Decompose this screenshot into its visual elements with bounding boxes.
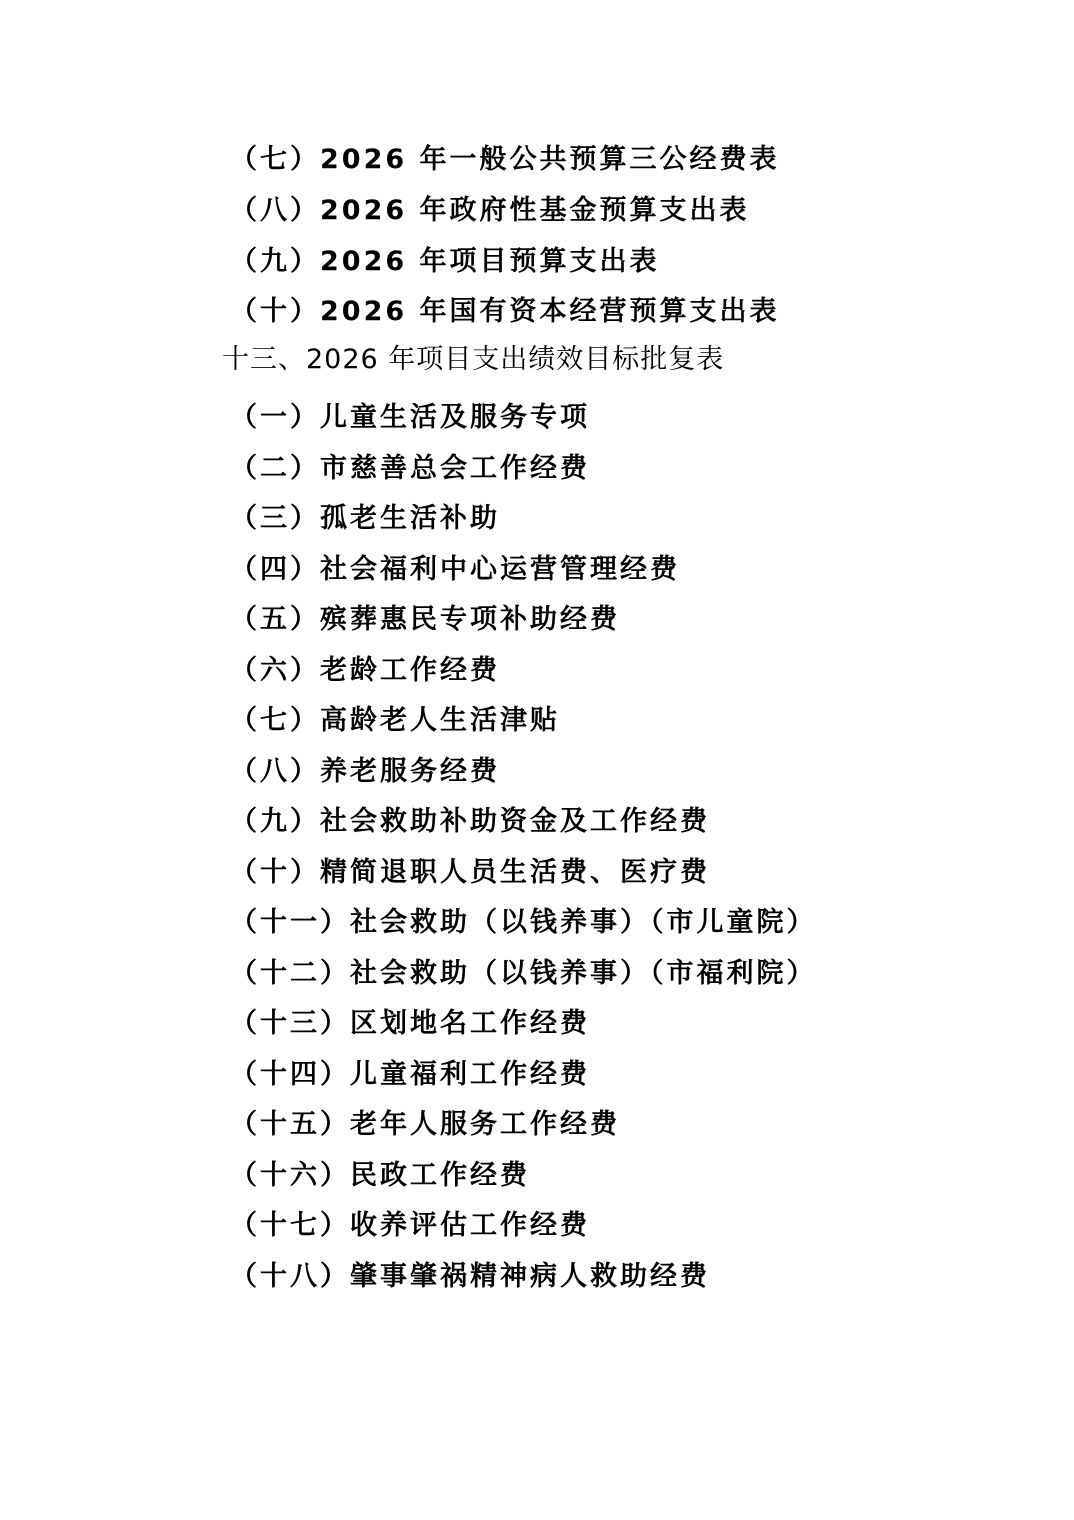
list-item: （九）2026 年项目预算支出表 [230,246,660,277]
list-item: （十）精简退职人员生活费、医疗费 [230,857,710,888]
list-item: （八）养老服务经费 [230,756,500,787]
list-item: （八）2026 年政府性基金预算支出表 [230,195,750,226]
list-item: （六）老龄工作经费 [230,655,500,686]
section-heading: 十三、2026 年项目支出绩效目标批复表 [222,344,725,375]
list-item: （十一）社会救助（以钱养事）（市儿童院） [230,907,817,938]
list-item: （十四）儿童福利工作经费 [230,1059,590,1090]
list-item: （七）高龄老人生活津贴 [230,705,560,736]
list-item: （九）社会救助补助资金及工作经费 [230,806,710,837]
list-item: （十）2026 年国有资本经营预算支出表 [230,296,780,327]
list-item: （四）社会福利中心运营管理经费 [230,554,680,585]
list-item: （十二）社会救助（以钱养事）（市福利院） [230,958,817,989]
list-item: （五）殡葬惠民专项补助经费 [230,604,620,635]
list-item: （一）儿童生活及服务专项 [230,402,590,433]
list-item: （三）孤老生活补助 [230,503,500,534]
list-item: （二）市慈善总会工作经费 [230,453,590,484]
list-item: （十六）民政工作经费 [230,1160,530,1191]
list-item: （七）2026 年一般公共预算三公经费表 [230,144,780,175]
list-item: （十七）收养评估工作经费 [230,1210,590,1241]
list-item: （十八）肇事肇祸精神病人救助经费 [230,1261,710,1292]
list-item: （十五）老年人服务工作经费 [230,1109,620,1140]
list-item: （十三）区划地名工作经费 [230,1008,590,1039]
